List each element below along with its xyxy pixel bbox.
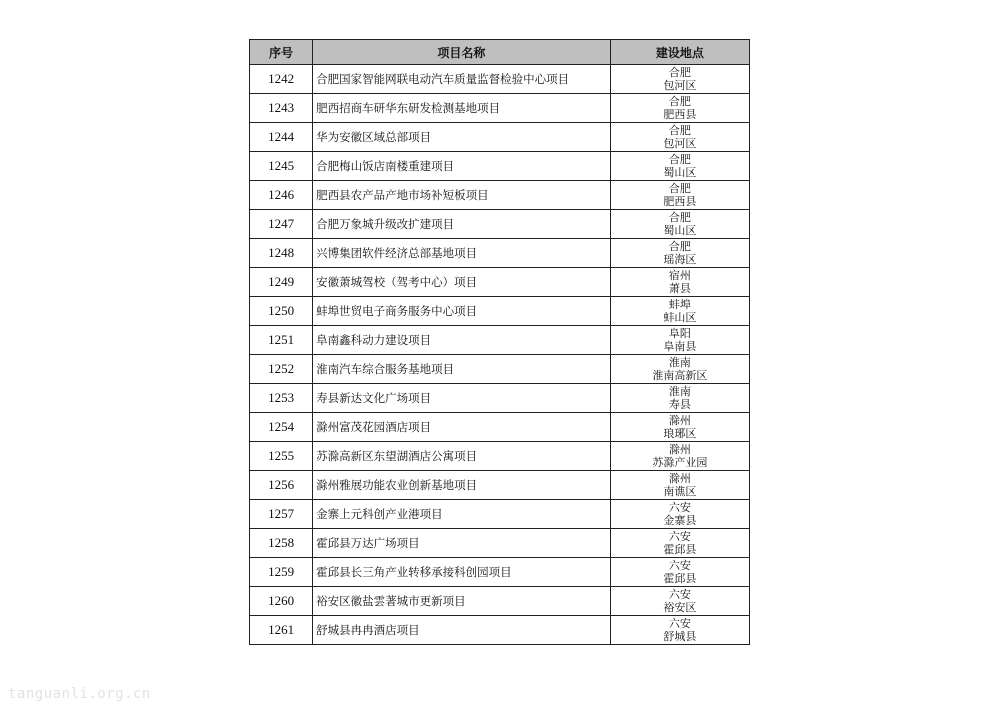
location-city: 六安 bbox=[668, 559, 691, 572]
table-row bbox=[250, 326, 750, 355]
table-row bbox=[250, 413, 750, 442]
table-body bbox=[250, 65, 750, 645]
project-name: 霍邱县长三角产业转移承接科创园项目 bbox=[313, 558, 611, 587]
header-name: 项目名称 bbox=[313, 40, 611, 65]
location-district: 裕安区 bbox=[663, 601, 697, 614]
project-name: 合肥国家智能网联电动汽车质量监督检验中心项目 bbox=[313, 65, 611, 94]
project-location bbox=[610, 500, 749, 529]
row-number: 1251 bbox=[250, 326, 313, 355]
location-district: 南谯区 bbox=[663, 485, 697, 498]
project-location bbox=[610, 558, 749, 587]
table-row bbox=[250, 558, 750, 587]
project-location bbox=[610, 587, 749, 616]
location-district: 淮南高新区 bbox=[652, 369, 708, 382]
project-name: 裕安区徽盐雲著城市更新项目 bbox=[313, 587, 611, 616]
header-num: 序号 bbox=[250, 40, 313, 65]
project-name: 舒城县冉冉酒店项目 bbox=[313, 616, 611, 645]
table-row bbox=[250, 123, 750, 152]
location-district: 霍邱县 bbox=[663, 543, 697, 556]
location-city: 合肥 bbox=[668, 124, 691, 137]
location-city: 淮南 bbox=[668, 385, 691, 398]
table-row bbox=[250, 442, 750, 471]
location-city: 六安 bbox=[668, 588, 691, 601]
location-city: 蚌埠 bbox=[668, 298, 691, 311]
row-number: 1261 bbox=[250, 616, 313, 645]
location-district: 蚌山区 bbox=[663, 311, 697, 324]
project-location bbox=[610, 210, 749, 239]
location-city: 滁州 bbox=[668, 414, 691, 427]
row-number: 1250 bbox=[250, 297, 313, 326]
project-name: 兴博集团软件经济总部基地项目 bbox=[313, 239, 611, 268]
location-city: 合肥 bbox=[668, 153, 691, 166]
row-number: 1257 bbox=[250, 500, 313, 529]
project-location bbox=[610, 123, 749, 152]
row-number: 1260 bbox=[250, 587, 313, 616]
location-district: 蜀山区 bbox=[663, 224, 697, 237]
table-row bbox=[250, 268, 750, 297]
project-name: 苏滁高新区东望湖酒店公寓项目 bbox=[313, 442, 611, 471]
table-row bbox=[250, 616, 750, 645]
project-name: 霍邱县万达广场项目 bbox=[313, 529, 611, 558]
project-name: 合肥万象城升级改扩建项目 bbox=[313, 210, 611, 239]
table-row bbox=[250, 384, 750, 413]
row-number: 1245 bbox=[250, 152, 313, 181]
project-name: 滁州富茂花园酒店项目 bbox=[313, 413, 611, 442]
row-number: 1253 bbox=[250, 384, 313, 413]
row-number: 1249 bbox=[250, 268, 313, 297]
project-location bbox=[610, 442, 749, 471]
location-city: 合肥 bbox=[668, 95, 691, 108]
location-district: 琅琊区 bbox=[663, 427, 697, 440]
watermark: tanguanli.org.cn bbox=[8, 686, 151, 702]
location-district: 瑶海区 bbox=[663, 253, 697, 266]
location-city: 滁州 bbox=[668, 443, 691, 456]
location-city: 阜阳 bbox=[668, 327, 691, 340]
project-location bbox=[610, 94, 749, 123]
location-district: 金寨县 bbox=[663, 514, 697, 527]
project-name: 肥西招商车研华东研发检测基地项目 bbox=[313, 94, 611, 123]
project-name: 淮南汽车综合服务基地项目 bbox=[313, 355, 611, 384]
location-district: 霍邱县 bbox=[663, 572, 697, 585]
table-row bbox=[250, 529, 750, 558]
project-name: 安徽萧城驾校（驾考中心）项目 bbox=[313, 268, 611, 297]
project-location bbox=[610, 384, 749, 413]
location-city: 合肥 bbox=[668, 240, 691, 253]
row-number: 1259 bbox=[250, 558, 313, 587]
row-number: 1258 bbox=[250, 529, 313, 558]
location-city: 宿州 bbox=[668, 269, 691, 282]
project-location bbox=[610, 413, 749, 442]
location-district: 肥西县 bbox=[663, 195, 697, 208]
location-district: 阜南县 bbox=[663, 340, 697, 353]
table-row bbox=[250, 239, 750, 268]
location-city: 滁州 bbox=[668, 472, 691, 485]
table-row bbox=[250, 181, 750, 210]
project-location bbox=[610, 529, 749, 558]
project-name: 肥西县农产品产地市场补短板项目 bbox=[313, 181, 611, 210]
project-name: 蚌埠世贸电子商务服务中心项目 bbox=[313, 297, 611, 326]
project-location bbox=[610, 355, 749, 384]
project-location bbox=[610, 616, 749, 645]
project-location bbox=[610, 152, 749, 181]
project-name: 阜南鑫科动力建设项目 bbox=[313, 326, 611, 355]
location-district: 寿县 bbox=[668, 398, 691, 411]
table-row bbox=[250, 210, 750, 239]
table-row bbox=[250, 587, 750, 616]
project-location bbox=[610, 181, 749, 210]
project-location bbox=[610, 297, 749, 326]
row-number: 1244 bbox=[250, 123, 313, 152]
location-city: 六安 bbox=[668, 501, 691, 514]
location-district: 苏滁产业园 bbox=[652, 456, 708, 469]
location-city: 六安 bbox=[668, 617, 691, 630]
location-city: 淮南 bbox=[668, 356, 691, 369]
row-number: 1255 bbox=[250, 442, 313, 471]
header-row bbox=[250, 40, 750, 65]
row-number: 1242 bbox=[250, 65, 313, 94]
project-name: 金寨上元科创产业港项目 bbox=[313, 500, 611, 529]
project-name: 寿县新达文化广场项目 bbox=[313, 384, 611, 413]
project-name: 合肥梅山饭店南楼重建项目 bbox=[313, 152, 611, 181]
table-header bbox=[250, 40, 750, 65]
location-city: 六安 bbox=[668, 530, 691, 543]
row-number: 1256 bbox=[250, 471, 313, 500]
location-city: 合肥 bbox=[668, 66, 691, 79]
table-row bbox=[250, 500, 750, 529]
row-number: 1247 bbox=[250, 210, 313, 239]
project-location bbox=[610, 471, 749, 500]
row-number: 1252 bbox=[250, 355, 313, 384]
project-name: 滁州雅展功能农业创新基地项目 bbox=[313, 471, 611, 500]
project-location bbox=[610, 65, 749, 94]
location-district: 萧县 bbox=[668, 282, 691, 295]
project-location bbox=[610, 326, 749, 355]
location-district: 肥西县 bbox=[663, 108, 697, 121]
location-district: 包河区 bbox=[663, 137, 697, 150]
row-number: 1254 bbox=[250, 413, 313, 442]
row-number: 1246 bbox=[250, 181, 313, 210]
table-row bbox=[250, 152, 750, 181]
location-city: 合肥 bbox=[668, 182, 691, 195]
location-district: 蜀山区 bbox=[663, 166, 697, 179]
project-location bbox=[610, 268, 749, 297]
location-district: 舒城县 bbox=[663, 630, 697, 643]
row-number: 1243 bbox=[250, 94, 313, 123]
header-location: 建设地点 bbox=[610, 40, 749, 65]
project-location bbox=[610, 239, 749, 268]
location-district: 包河区 bbox=[663, 79, 697, 92]
table-row bbox=[250, 355, 750, 384]
table-row bbox=[250, 471, 750, 500]
table-row bbox=[250, 94, 750, 123]
table-row bbox=[250, 297, 750, 326]
project-name: 华为安徽区域总部项目 bbox=[313, 123, 611, 152]
project-table bbox=[249, 39, 750, 645]
table-row bbox=[250, 65, 750, 94]
row-number: 1248 bbox=[250, 239, 313, 268]
location-city: 合肥 bbox=[668, 211, 691, 224]
